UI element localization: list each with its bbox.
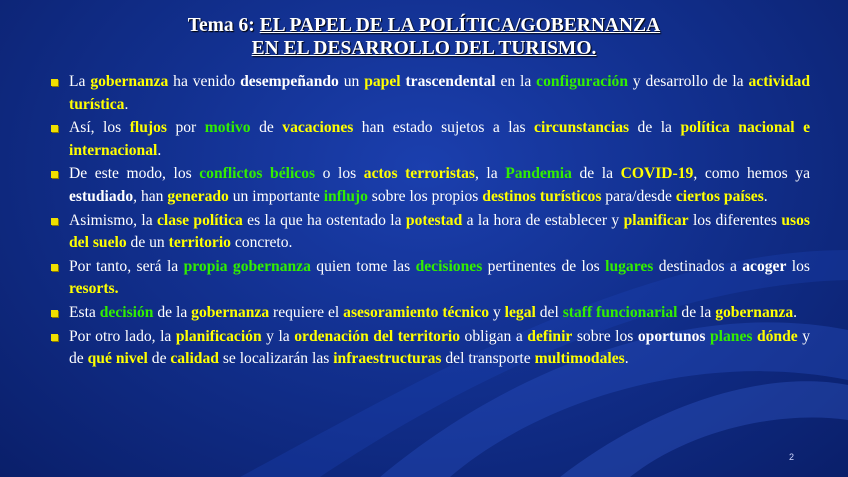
bullet-text: y [489, 303, 505, 321]
bullet-text: sobre los [572, 327, 638, 345]
highlighted-term: circunstancias [534, 119, 630, 137]
highlighted-term: gobernanza [90, 73, 169, 90]
page-number: 2 [789, 452, 795, 462]
highlighted-term: staff funcionarial [562, 303, 678, 321]
highlighted-term: estudiado [69, 187, 134, 205]
highlighted-term: clase política [157, 211, 243, 229]
bullet-text: . [624, 350, 629, 368]
highlighted-term: nivel [115, 350, 148, 368]
bullet-text: Por otro lado, la [69, 327, 176, 345]
bullet-text: los diferentes [688, 211, 782, 229]
highlighted-term: Pandemia [505, 165, 572, 183]
highlighted-term: decisiones [415, 257, 483, 275]
title-main-line-2: EN EL DESARROLLO DEL TURISMO. [251, 38, 597, 59]
bullet-text: un [338, 73, 365, 90]
bullet-text: ha venido [168, 73, 241, 90]
title-line-1 [0, 14, 848, 37]
highlighted-term: influjo [323, 187, 368, 205]
highlighted-term: actos terroristas [363, 165, 475, 183]
bullet-text: en la [495, 73, 537, 90]
highlighted-term: flujos [129, 119, 167, 137]
bullet-text: La [69, 73, 91, 90]
bullet-text: , la [474, 165, 506, 183]
bullet-item [50, 71, 810, 116]
bullet-text: Asimismo, la [69, 211, 158, 229]
bullet-text: . [793, 303, 798, 321]
bullet-text: por [166, 119, 205, 137]
highlighted-term: actividad turística [69, 73, 810, 113]
bullet-text: un importante [228, 187, 324, 205]
highlighted-term: conflictos bélicos [199, 165, 316, 183]
bullet-text: requiere el [269, 303, 344, 321]
highlighted-term: infraestructuras [333, 350, 442, 368]
highlighted-term: lugares [605, 257, 654, 275]
highlighted-term: gobernanza [191, 303, 270, 321]
bullet-text: , como hemos ya [693, 165, 810, 183]
highlighted-term: papel [364, 73, 401, 90]
bullet-text: los [786, 257, 810, 275]
bullet-text: quien tome las [310, 257, 416, 275]
bullet-text: obligan a [460, 327, 528, 345]
slide-title [0, 14, 848, 60]
highlighted-term: configuración [536, 73, 628, 90]
highlighted-term: oportunos [637, 327, 706, 345]
bullet-item [50, 210, 810, 255]
highlighted-term: vacaciones [282, 119, 354, 137]
highlighted-term: decisión [99, 303, 154, 321]
highlighted-term: asesoramiento técnico [343, 303, 490, 321]
bullet-text: y la [261, 327, 295, 345]
bullet-text: para/desde [601, 187, 676, 205]
bullet-list [50, 71, 810, 372]
highlighted-term: planificar [623, 211, 689, 229]
bullet-text: destinados a [653, 257, 743, 275]
bullet-text: de la [629, 119, 681, 137]
square-bullet-icon [51, 171, 58, 178]
highlighted-term: política nacional e internacional [69, 119, 811, 159]
bullet-text: han estado sujetos a las [353, 119, 535, 137]
bullet-text: , han [133, 187, 168, 205]
highlighted-term: legal [504, 303, 536, 321]
highlighted-term: potestad [405, 211, 463, 229]
highlighted-term: gobernanza [715, 303, 794, 321]
square-bullet-icon [51, 218, 58, 225]
highlighted-term: ordenación del territorio [294, 327, 461, 345]
bullet-text: sobre los propios [367, 187, 483, 205]
bullet-text: de un [126, 234, 169, 252]
title-main-line-1: EL PAPEL DE LA POLÍTICA/GOBERNANZA [259, 15, 661, 36]
bullet-text: Esta [69, 303, 100, 321]
bullet-text: de la [571, 165, 621, 183]
highlighted-term: usos del suelo [69, 211, 810, 252]
highlighted-term: dónde [756, 327, 798, 345]
bullet-text: y desarrollo de la [628, 73, 749, 90]
bullet-text: pertinentes de los [482, 257, 606, 275]
square-bullet-icon [51, 125, 58, 132]
highlighted-term: acoger [742, 257, 787, 275]
bullet-item [50, 326, 810, 371]
bullet-item [50, 256, 810, 301]
bullet-item [50, 163, 810, 208]
highlighted-term: ciertos países [675, 187, 764, 205]
square-bullet-icon [51, 334, 58, 341]
highlighted-term: multimodales [534, 350, 625, 368]
highlighted-term: trascendental [405, 73, 496, 90]
bullet-item [50, 302, 810, 325]
square-bullet-icon [51, 79, 58, 86]
bullet-text: . [124, 95, 129, 113]
highlighted-term: COVID-19 [620, 165, 694, 183]
highlighted-term: desempeñando [240, 73, 339, 90]
bullet-text: a la hora de establecer y [462, 211, 624, 229]
bullet-text: o los [315, 165, 364, 183]
highlighted-term: territorio [168, 234, 231, 252]
bullet-text: De este modo, los [69, 165, 200, 183]
bullet-text: y de [69, 327, 811, 368]
bullet-text: de [250, 119, 283, 137]
highlighted-term: calidad [170, 350, 219, 368]
highlighted-term: qué [87, 350, 112, 368]
bullet-item [50, 117, 810, 162]
bullet-text: . [157, 141, 162, 159]
highlighted-term: definir [527, 327, 573, 345]
square-bullet-icon [51, 310, 58, 317]
bullet-text: de [147, 350, 171, 368]
bullet-text: Por tanto, será la [69, 257, 184, 275]
highlighted-term: resorts. [69, 280, 119, 298]
title-prefix: Tema 6: [187, 15, 260, 36]
bullet-text: . [763, 187, 768, 205]
bullet-text: Así, los [69, 119, 130, 137]
bullet-text: del transporte [441, 350, 535, 368]
highlighted-term: destinos turísticos [482, 187, 602, 205]
bullet-text: concreto. [230, 234, 293, 252]
bullet-text: se localizarán las [218, 350, 334, 368]
highlighted-term: planes [709, 327, 753, 345]
square-bullet-icon [51, 264, 58, 271]
highlighted-term: generado [167, 187, 229, 205]
highlighted-term: planificación [175, 327, 262, 345]
bullet-text: de la [677, 303, 716, 321]
bullet-text: de la [153, 303, 192, 321]
title-line-2 [0, 37, 848, 60]
bullet-text: del [535, 303, 563, 321]
bullet-text: es la que ha ostentado la [242, 211, 406, 229]
highlighted-term: motivo [204, 119, 251, 137]
highlighted-term: propia gobernanza [183, 257, 311, 275]
